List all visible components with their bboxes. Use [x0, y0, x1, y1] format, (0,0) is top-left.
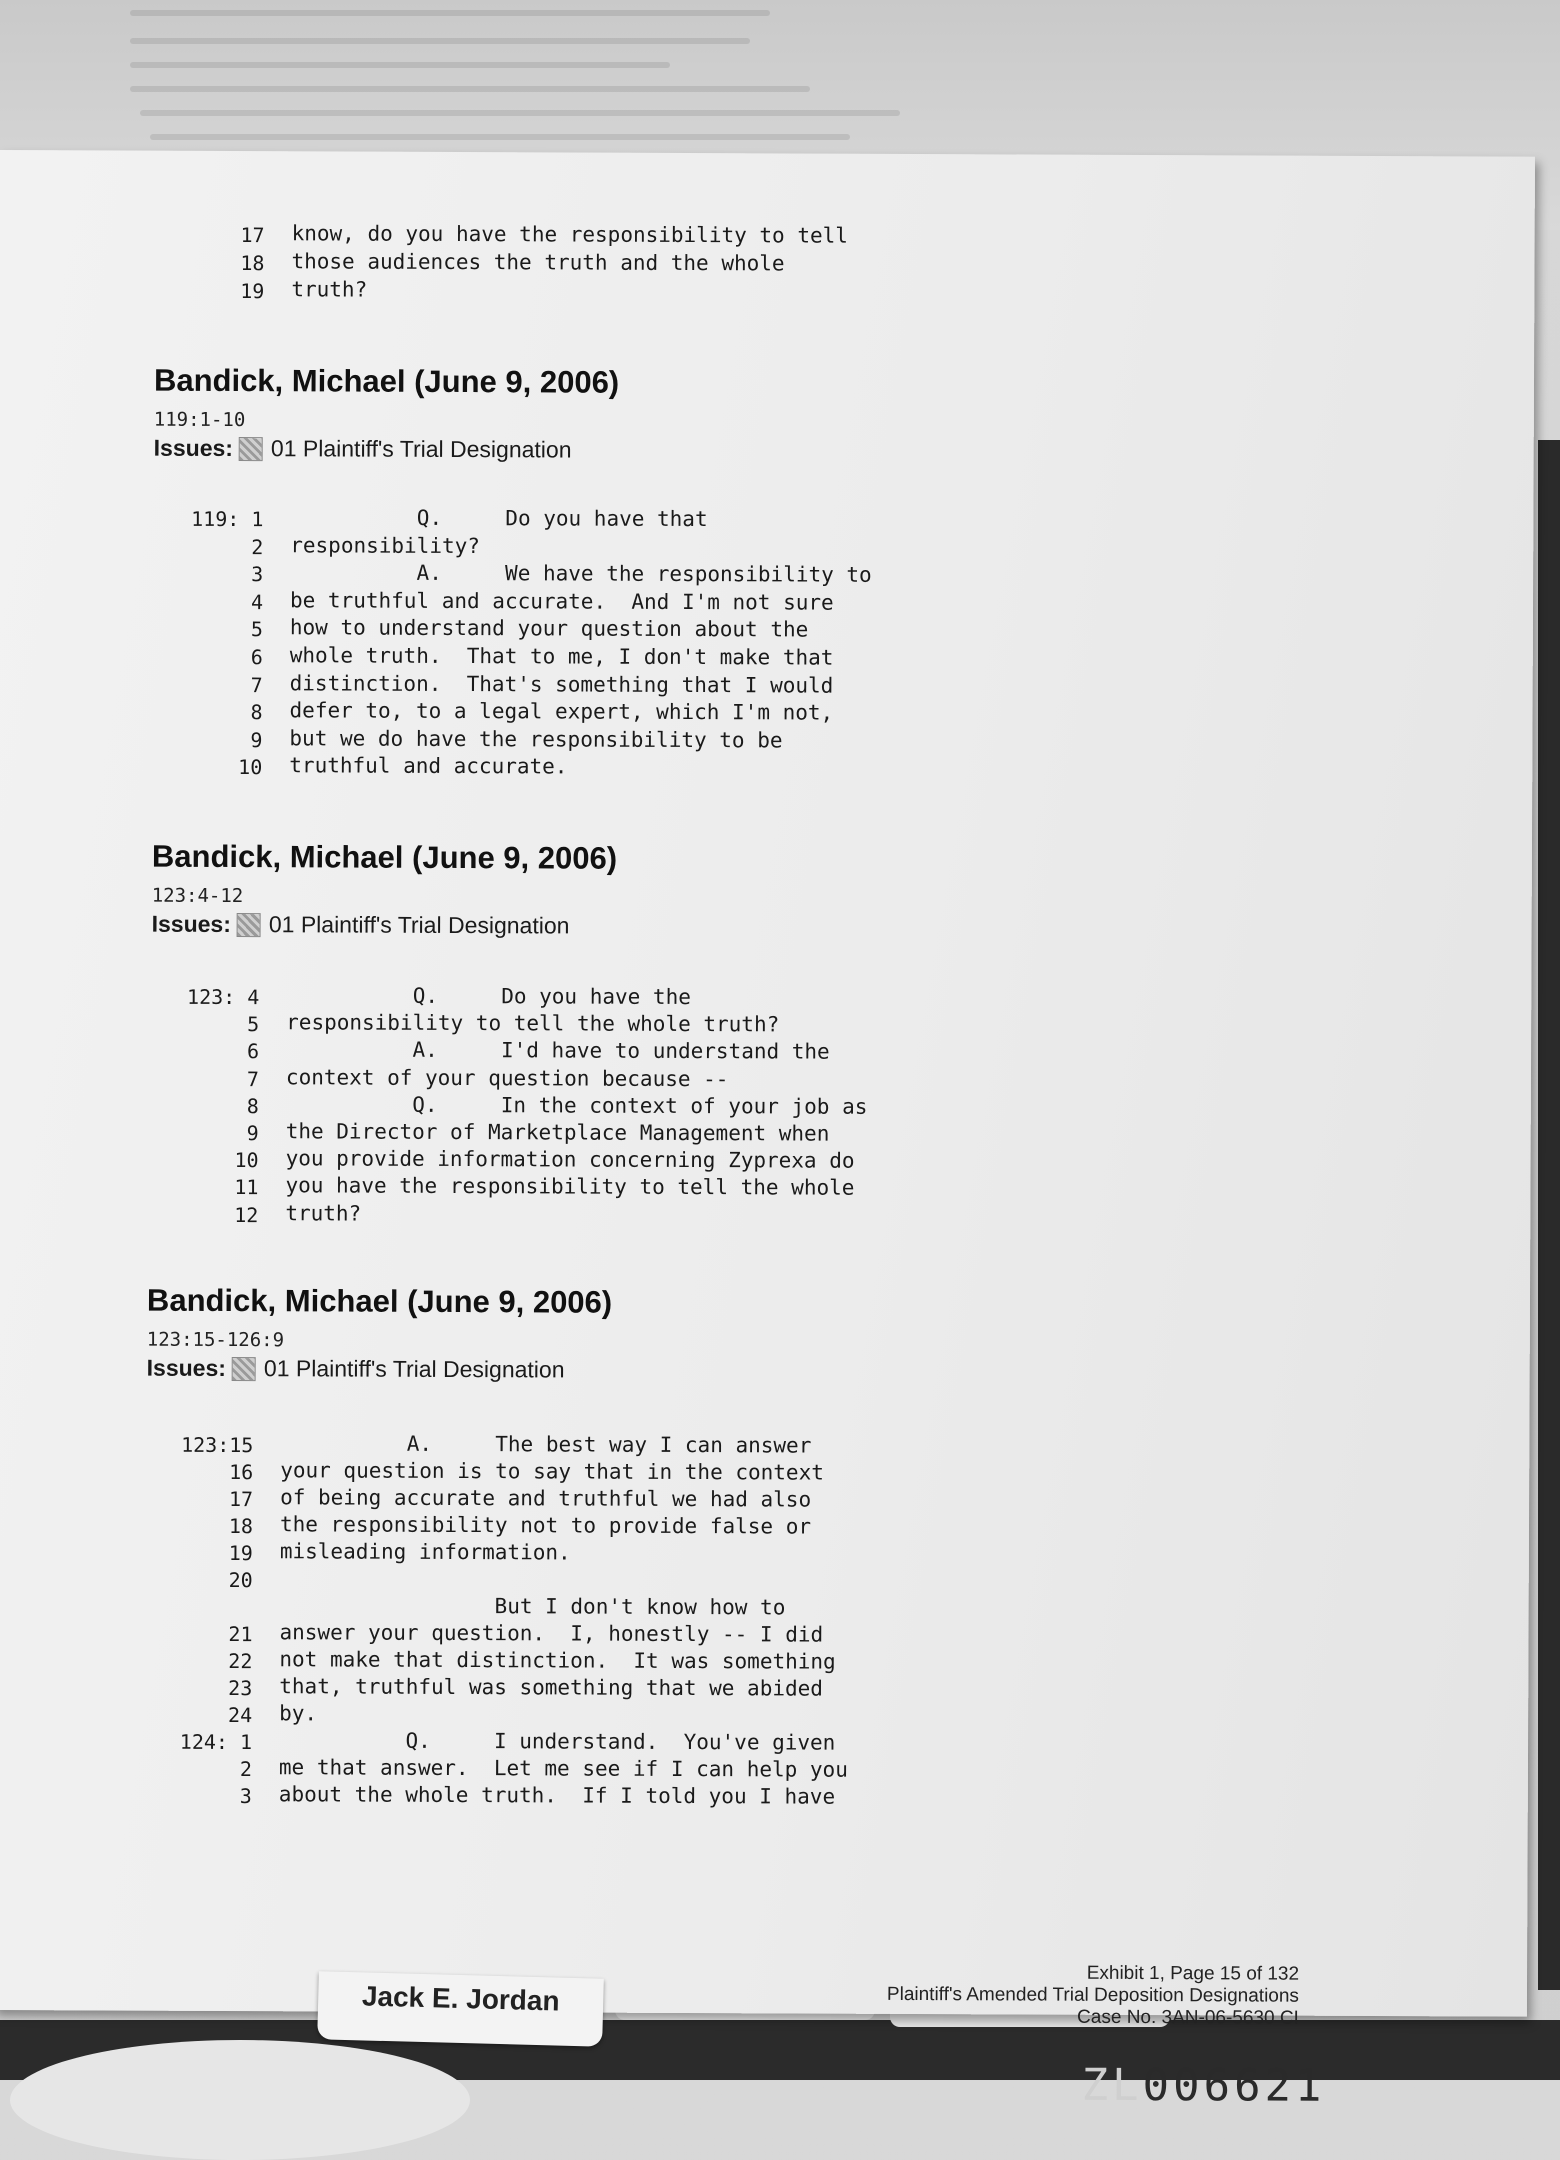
transcript-line: about the whole truth. If I told you I have: [279, 1782, 835, 1808]
line-number: 17: [143, 1487, 253, 1511]
line-number: 4: [153, 589, 263, 613]
transcript-line: responsibility to tell the whole truth?: [286, 1010, 779, 1036]
transcript-line: you have the responsibility to tell the whole: [285, 1174, 854, 1200]
line-number: 7: [149, 1066, 259, 1090]
issue-color-swatch-icon: [237, 913, 261, 937]
transcript-line: but we do have the responsibility to be: [289, 726, 782, 752]
transcript-line: of being accurate and truthful we had also: [280, 1485, 811, 1511]
issues-row: [152, 911, 570, 940]
line-number: 19: [143, 1541, 253, 1565]
line-number: 2: [142, 1757, 252, 1781]
transcript-line: the Director of Marketplace Management when: [286, 1119, 830, 1145]
line-number: 17: [155, 223, 265, 247]
transcript-line: Q. Do you have that: [290, 505, 707, 531]
transcript-line: truth?: [291, 277, 367, 301]
transcript-line: distinction. That's something that I would: [290, 671, 834, 697]
line-number: 9: [149, 1121, 259, 1145]
line-number: 23: [142, 1676, 252, 1700]
transcript-line: Q. I understand. You've given: [279, 1728, 835, 1754]
page-line-citation: 119:1-10: [154, 409, 246, 431]
line-number: 6: [149, 1039, 259, 1063]
transcript-line: truth?: [285, 1201, 361, 1225]
issue-color-swatch-icon: [232, 1357, 256, 1381]
line-number: 20: [143, 1568, 253, 1592]
line-number: 123:15: [143, 1433, 253, 1457]
bleed-through-line: [150, 134, 850, 140]
issue-designation: 01 Plaintiff's Trial Designation: [269, 911, 570, 939]
line-number: 8: [149, 1093, 259, 1117]
case-number: Case No. 3AN-06-5630 CI: [887, 2006, 1299, 2030]
bleed-through-line: [130, 86, 810, 92]
issues-label: Issues:: [154, 435, 233, 462]
line-number: 123: 4: [149, 985, 259, 1009]
transcript-line: context of your question because --: [286, 1065, 729, 1091]
transcript-line: misleading information.: [280, 1539, 571, 1564]
issue-color-swatch-icon: [239, 437, 263, 461]
line-number: 3: [142, 1784, 252, 1808]
issues-row: [147, 1355, 565, 1384]
transcript-line: your question is to say that in the context: [280, 1458, 824, 1484]
line-number: 11: [148, 1175, 258, 1199]
transcript-line: whole truth. That to me, I don't make that: [290, 643, 834, 669]
transcript-line: responsibility?: [290, 533, 480, 558]
transcript-line: the responsibility not to provide false or: [280, 1512, 811, 1538]
document-page: [0, 150, 1535, 2017]
designation-title: Plaintiff's Amended Trial Deposition Designations: [887, 1984, 1299, 2008]
section-header: Bandick, Michael (June 9, 2006): [152, 839, 617, 877]
line-number: 19: [154, 279, 264, 303]
line-number: 9: [152, 727, 262, 751]
line-number: 5: [149, 1012, 259, 1036]
transcript-line: defer to, to a legal expert, which I'm not,: [290, 698, 834, 724]
issue-designation: 01 Plaintiff's Trial Designation: [271, 435, 572, 463]
section-header: Bandick, Michael (June 9, 2006): [147, 1283, 612, 1321]
line-number: 124: 1: [142, 1730, 252, 1754]
transcript-line: A. The best way I can answer: [280, 1431, 811, 1457]
transcript-line: Q. Do you have the: [286, 983, 691, 1009]
line-number: 2: [153, 534, 263, 558]
transcript-line: truthful and accurate.: [289, 754, 567, 779]
issues-row: [154, 435, 572, 464]
line-number: 119: 1: [153, 507, 263, 531]
transcript-line: A. I'd have to understand the: [286, 1038, 830, 1064]
line-number: 7: [153, 672, 263, 696]
bates-number: ZL006621: [1081, 2060, 1325, 2112]
transcript-line: Q. In the context of your job as: [286, 1092, 868, 1119]
line-number: 10: [149, 1148, 259, 1172]
transcript-line: A. We have the responsibility to: [290, 560, 872, 587]
line-number: 12: [148, 1202, 258, 1226]
line-number: 6: [153, 645, 263, 669]
transcript-line: those audiences the truth and the whole: [291, 249, 784, 275]
line-number: 24: [142, 1703, 252, 1727]
line-number: 21: [142, 1622, 252, 1646]
issue-designation: 01 Plaintiff's Trial Designation: [264, 1355, 565, 1383]
page-line-citation: 123:15-126:9: [147, 1329, 284, 1352]
section-header: Bandick, Michael (June 9, 2006): [154, 363, 619, 401]
transcript-line: not make that distinction. It was something: [279, 1647, 835, 1673]
transcript-line: by.: [279, 1701, 317, 1725]
line-number: 5: [153, 617, 263, 641]
bleed-through-line: [140, 110, 900, 116]
transcript-line: But I don't know how to: [280, 1593, 786, 1619]
folder-tab-label: Jack E. Jordan: [317, 1971, 604, 2046]
line-number: 22: [142, 1649, 252, 1673]
exhibit-footer: [887, 1962, 1299, 2030]
transcript-line: that, truthful was something that we abided: [279, 1674, 823, 1700]
line-number: 10: [152, 755, 262, 779]
page-line-citation: 123:4-12: [152, 885, 244, 907]
transcript-line: me that answer. Let me see if I can help you: [279, 1755, 848, 1781]
issues-label: Issues:: [147, 1355, 226, 1382]
bleed-through-line: [130, 10, 770, 16]
line-number: 3: [153, 562, 263, 586]
issues-label: Issues:: [152, 911, 231, 938]
transcript-line: be truthful and accurate. And I'm not sure: [290, 588, 834, 614]
line-number: 16: [143, 1460, 253, 1484]
transcript-line: know, do you have the responsibility to tell: [292, 221, 848, 247]
transcript-line: you provide information concerning Zyprexa do: [286, 1146, 855, 1172]
desk-edge: [1538, 440, 1560, 1990]
bleed-through-line: [130, 38, 750, 44]
exhibit-page: Exhibit 1, Page 15 of 132: [887, 1962, 1299, 1986]
bleed-through-line: [130, 62, 670, 68]
line-number: 18: [143, 1514, 253, 1538]
line-number: 8: [152, 700, 262, 724]
desk-object: [10, 2040, 470, 2160]
bates-digits: 006621: [1142, 2060, 1325, 2112]
line-number: 18: [154, 251, 264, 275]
transcript-line: answer your question. I, honestly -- I did: [279, 1620, 823, 1646]
transcript-line: how to understand your question about the: [290, 616, 808, 642]
